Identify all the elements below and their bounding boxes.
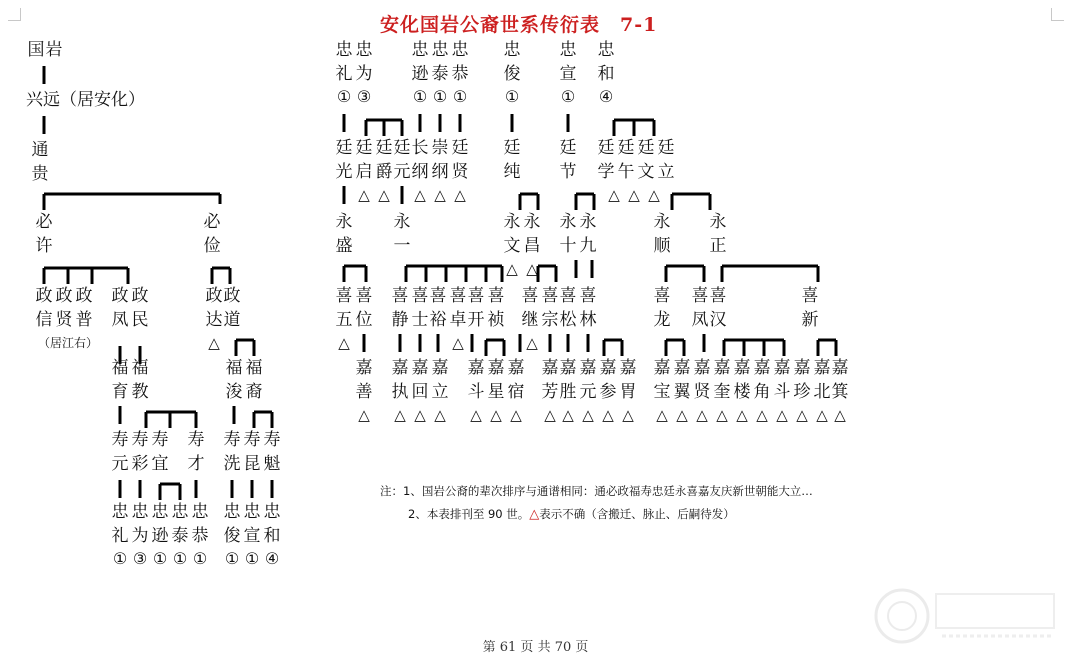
person-name-char: 裔 bbox=[245, 382, 263, 402]
person-name-char: 政 bbox=[223, 286, 241, 306]
person-name-char: 永 bbox=[393, 212, 411, 232]
generation-count-mark: ④ bbox=[598, 87, 614, 106]
person-name-char: 永 bbox=[335, 212, 353, 232]
person-name-char: 政 bbox=[131, 286, 149, 306]
person-name-char: 位 bbox=[355, 310, 373, 330]
person-name-char: 魁 bbox=[263, 454, 281, 474]
person-name-char: 忠 bbox=[131, 502, 149, 522]
person-name-char: 岩 bbox=[45, 40, 63, 60]
person-name-char: 政 bbox=[35, 286, 53, 306]
person-name-char: 礼 bbox=[335, 64, 353, 84]
uncertain-triangle-icon: △ bbox=[602, 406, 614, 424]
person-name-char: 喜 bbox=[411, 286, 429, 306]
person-name-char: 福 bbox=[131, 358, 149, 378]
uncertain-triangle-icon: △ bbox=[452, 334, 464, 352]
person-name-char: 十 bbox=[559, 236, 577, 256]
person-name-char: 永 bbox=[579, 212, 597, 232]
generation-count-mark: ① bbox=[224, 549, 240, 568]
person-name-char: 贤 bbox=[55, 310, 73, 330]
person-name-char: 纲 bbox=[431, 162, 449, 182]
person-name-char: 政 bbox=[111, 286, 129, 306]
person-name-char: 林 bbox=[579, 310, 597, 330]
person-name-char: 廷 bbox=[597, 138, 615, 158]
uncertain-triangle-icon: △ bbox=[434, 406, 446, 424]
person-name-char: 喜 bbox=[709, 286, 727, 306]
person-name-char: 喜 bbox=[355, 286, 373, 306]
uncertain-triangle-icon: △ bbox=[562, 406, 574, 424]
person-name-char: 善 bbox=[355, 382, 373, 402]
person-name-char: 喜 bbox=[559, 286, 577, 306]
person-name-char: 参 bbox=[599, 382, 617, 402]
uncertain-triangle-icon: △ bbox=[394, 406, 406, 424]
person-name-char: 喜 bbox=[541, 286, 559, 306]
person-name-char: 嘉 bbox=[831, 358, 849, 378]
note-line-1: 注：1、国岩公裔的辈次排序与通谱相同：通必政福寿忠廷永喜嘉友庆新世朝能大立… bbox=[380, 484, 813, 498]
person-name-char: 立 bbox=[657, 162, 675, 182]
watermark-seal-icon bbox=[872, 580, 1062, 650]
person-name-char: 廷 bbox=[393, 138, 411, 158]
person-name-char: 继 bbox=[521, 310, 539, 330]
generation-count-mark: ① bbox=[112, 549, 128, 568]
person-name-char: 学 bbox=[597, 162, 615, 182]
person-name-char: 忠 bbox=[411, 40, 429, 60]
person-name-char: 通 bbox=[31, 140, 49, 160]
person-name-char: 育 bbox=[111, 382, 129, 402]
person-name-char: 嘉 bbox=[773, 358, 791, 378]
person-name-char: 廷 bbox=[503, 138, 521, 158]
person-name-char: 达 bbox=[205, 310, 223, 330]
person-name-char: 信 bbox=[35, 310, 53, 330]
uncertain-triangle-icon: △ bbox=[338, 334, 350, 352]
uncertain-triangle-icon: △ bbox=[622, 406, 634, 424]
person-name-char: 嘉 bbox=[813, 358, 831, 378]
person-name-char: 午 bbox=[617, 162, 635, 182]
person-name-char: 廷 bbox=[451, 138, 469, 158]
page-title: 安化国岩公裔世系传衍表 7-1 bbox=[380, 14, 658, 36]
person-name-char: 永 bbox=[559, 212, 577, 232]
person-name-char: 廷 bbox=[355, 138, 373, 158]
person-name-char: 寿 bbox=[243, 430, 261, 450]
person-name-char: 元 bbox=[579, 382, 597, 402]
uncertain-triangle-icon: △ bbox=[526, 260, 538, 278]
person-name-char: 彩 bbox=[131, 454, 149, 474]
person-name-char: 崇 bbox=[431, 138, 449, 158]
person-name-char: 寿 bbox=[187, 430, 205, 450]
uncertain-triangle-icon: △ bbox=[716, 406, 728, 424]
person-name-char: 俊 bbox=[223, 526, 241, 546]
person-name-char: 才 bbox=[187, 454, 205, 474]
person-name-char: 文 bbox=[503, 236, 521, 256]
person-name-char: 永 bbox=[653, 212, 671, 232]
generation-count-mark: ③ bbox=[356, 87, 372, 106]
person-name-char: 福 bbox=[225, 358, 243, 378]
person-name-char: 宣 bbox=[243, 526, 261, 546]
person-name-char: 盛 bbox=[335, 236, 353, 256]
person-name-char: 斗 bbox=[773, 382, 791, 402]
person-name-char: 斗 bbox=[467, 382, 485, 402]
person-name-char: 泰 bbox=[171, 526, 189, 546]
person-name-char: 道 bbox=[223, 310, 241, 330]
person-name-char: 喜 bbox=[429, 286, 447, 306]
person-name-char: 嘉 bbox=[713, 358, 731, 378]
person-name-char: 宣 bbox=[559, 64, 577, 84]
person-name-char: 廷 bbox=[657, 138, 675, 158]
generation-count-mark: ① bbox=[432, 87, 448, 106]
person-name-char: 正 bbox=[709, 236, 727, 256]
person-name-char: 嘉 bbox=[693, 358, 711, 378]
person-name-char: 嘉 bbox=[793, 358, 811, 378]
person-name-char: 汉 bbox=[709, 310, 727, 330]
person-name-char: 忠 bbox=[355, 40, 373, 60]
person-name-char: 嘉 bbox=[487, 358, 505, 378]
uncertain-triangle-icon: △ bbox=[816, 406, 828, 424]
person-name-char: 忠 bbox=[223, 502, 241, 522]
person-name-char: 忠 bbox=[559, 40, 577, 60]
page-footer: 第 61 页 共 70 页 bbox=[482, 640, 589, 655]
person-name-char: 忠 bbox=[191, 502, 209, 522]
person-name-char: 宿 bbox=[507, 382, 525, 402]
person-name-char: 凤 bbox=[691, 310, 709, 330]
uncertain-triangle-icon: △ bbox=[608, 186, 620, 204]
person-name-char: 嘉 bbox=[411, 358, 429, 378]
person-name-char: 喜 bbox=[801, 286, 819, 306]
person-name-char: 必 bbox=[203, 212, 221, 232]
uncertain-triangle-icon: △ bbox=[208, 334, 220, 352]
person-name-char: 忠 bbox=[597, 40, 615, 60]
person-name-char: 五 bbox=[335, 310, 353, 330]
person-name-char: 寿 bbox=[223, 430, 241, 450]
person-name-char: 纲 bbox=[411, 162, 429, 182]
person-name-char: 忠 bbox=[431, 40, 449, 60]
note-juqu: （居江右） bbox=[38, 336, 99, 350]
person-name-char: 普 bbox=[75, 310, 93, 330]
person-name-char: 寿 bbox=[263, 430, 281, 450]
note-line-2-a: 2、本表排刊至 90 世。 bbox=[408, 507, 530, 521]
uncertain-triangle-icon: △ bbox=[414, 186, 426, 204]
person-name-char: 逊 bbox=[151, 526, 169, 546]
person-name-char: 喜 bbox=[335, 286, 353, 306]
person-name-char: 和 bbox=[263, 526, 281, 546]
uncertain-triangle-icon: △ bbox=[796, 406, 808, 424]
person-name-char: 嘉 bbox=[599, 358, 617, 378]
person-name-char: 永 bbox=[709, 212, 727, 232]
person-name-char: 贤 bbox=[451, 162, 469, 182]
person-name-char: 胜 bbox=[559, 382, 577, 402]
uncertain-triangle-icon: △ bbox=[529, 507, 540, 522]
person-name-char: 龙 bbox=[653, 310, 671, 330]
person-name-char: 芳 bbox=[541, 382, 559, 402]
person-name-char: 忠 bbox=[111, 502, 129, 522]
uncertain-triangle-icon: △ bbox=[756, 406, 768, 424]
person-name-char: 宝 bbox=[653, 382, 671, 402]
generation-count-mark: ① bbox=[560, 87, 576, 106]
person-name-char: 兴远（居安化） bbox=[26, 90, 145, 110]
person-name-char: 寿 bbox=[151, 430, 169, 450]
person-name-char: 九 bbox=[579, 236, 597, 256]
person-name-char: 星 bbox=[487, 382, 505, 402]
person-name-char: 贵 bbox=[31, 164, 49, 184]
person-name-char: 嘉 bbox=[467, 358, 485, 378]
person-name-char: 浚 bbox=[225, 382, 243, 402]
person-name-char: 卓 bbox=[449, 310, 467, 330]
person-name-char: 喜 bbox=[653, 286, 671, 306]
person-name-char: 嘉 bbox=[559, 358, 577, 378]
generation-count-mark: ① bbox=[192, 549, 208, 568]
person-name-char: 长 bbox=[411, 138, 429, 158]
person-name-char: 廷 bbox=[637, 138, 655, 158]
person-name-char: 珍 bbox=[793, 382, 811, 402]
person-name-char: 喜 bbox=[449, 286, 467, 306]
person-name-char: 为 bbox=[355, 64, 373, 84]
person-name-char: 楼 bbox=[733, 382, 751, 402]
generation-count-mark: ④ bbox=[264, 549, 280, 568]
person-name-char: 忠 bbox=[451, 40, 469, 60]
person-name-char: 政 bbox=[75, 286, 93, 306]
person-name-char: 新 bbox=[801, 310, 819, 330]
person-name-char: 嘉 bbox=[673, 358, 691, 378]
person-name-char: 喜 bbox=[487, 286, 505, 306]
person-name-char: 必 bbox=[35, 212, 53, 232]
uncertain-triangle-icon: △ bbox=[378, 186, 390, 204]
person-name-char: 箕 bbox=[831, 382, 849, 402]
uncertain-triangle-icon: △ bbox=[648, 186, 660, 204]
uncertain-triangle-icon: △ bbox=[526, 334, 538, 352]
uncertain-triangle-icon: △ bbox=[358, 406, 370, 424]
person-name-char: 廷 bbox=[335, 138, 353, 158]
person-name-char: 宗 bbox=[541, 310, 559, 330]
generation-count-mark: ① bbox=[412, 87, 428, 106]
generation-count-mark: ① bbox=[172, 549, 188, 568]
person-name-char: 俊 bbox=[503, 64, 521, 84]
uncertain-triangle-icon: △ bbox=[434, 186, 446, 204]
person-name-char: 贤 bbox=[693, 382, 711, 402]
person-name-char: 昌 bbox=[523, 236, 541, 256]
uncertain-triangle-icon: △ bbox=[454, 186, 466, 204]
uncertain-triangle-icon: △ bbox=[628, 186, 640, 204]
uncertain-triangle-icon: △ bbox=[696, 406, 708, 424]
person-name-char: 忠 bbox=[503, 40, 521, 60]
person-name-char: 裕 bbox=[429, 310, 447, 330]
person-name-char: 礼 bbox=[111, 526, 129, 546]
person-name-char: 泰 bbox=[431, 64, 449, 84]
note-line-2 bbox=[408, 505, 735, 524]
person-name-char: 嘉 bbox=[653, 358, 671, 378]
person-name-char: 忠 bbox=[335, 40, 353, 60]
generation-count-mark: ③ bbox=[132, 549, 148, 568]
generation-count-mark: ① bbox=[152, 549, 168, 568]
person-name-char: 昆 bbox=[243, 454, 261, 474]
generation-count-mark: ① bbox=[244, 549, 260, 568]
person-name-char: 翼 bbox=[673, 382, 691, 402]
person-name-char: 松 bbox=[559, 310, 577, 330]
person-name-char: 嘉 bbox=[391, 358, 409, 378]
person-name-char: 文 bbox=[637, 162, 655, 182]
person-name-char: 为 bbox=[131, 526, 149, 546]
person-name-char: 永 bbox=[503, 212, 521, 232]
person-name-char: 福 bbox=[245, 358, 263, 378]
person-name-char: 嘉 bbox=[541, 358, 559, 378]
generation-count-mark: ① bbox=[452, 87, 468, 106]
person-name-char: 嘉 bbox=[355, 358, 373, 378]
person-name-char: 嘉 bbox=[579, 358, 597, 378]
person-name-char: 喜 bbox=[391, 286, 409, 306]
person-name-char: 执 bbox=[391, 382, 409, 402]
person-name-char: 喜 bbox=[579, 286, 597, 306]
person-name-char: 寿 bbox=[131, 430, 149, 450]
person-name-char: 顺 bbox=[653, 236, 671, 256]
person-name-char: 祯 bbox=[487, 310, 505, 330]
person-name-char: 爵 bbox=[375, 162, 393, 182]
person-name-char: 寿 bbox=[111, 430, 129, 450]
person-name-char: 忠 bbox=[263, 502, 281, 522]
person-name-char: 政 bbox=[55, 286, 73, 306]
person-name-char: 立 bbox=[431, 382, 449, 402]
person-name-char: 启 bbox=[355, 162, 373, 182]
person-name-char: 廷 bbox=[559, 138, 577, 158]
uncertain-triangle-icon: △ bbox=[506, 260, 518, 278]
person-name-char: 纯 bbox=[503, 162, 521, 182]
person-name-char: 光 bbox=[335, 162, 353, 182]
person-name-char: 节 bbox=[559, 162, 577, 182]
person-name-char: 北 bbox=[813, 382, 831, 402]
person-name-char: 角 bbox=[753, 382, 771, 402]
person-name-char: 开 bbox=[467, 310, 485, 330]
person-name-char: 忠 bbox=[171, 502, 189, 522]
person-name-char: 国 bbox=[27, 40, 45, 60]
generation-count-mark: ① bbox=[504, 87, 520, 106]
uncertain-triangle-icon: △ bbox=[414, 406, 426, 424]
uncertain-triangle-icon: △ bbox=[358, 186, 370, 204]
person-name-char: 元 bbox=[111, 454, 129, 474]
person-name-char: 民 bbox=[131, 310, 149, 330]
person-name-char: 士 bbox=[411, 310, 429, 330]
person-name-char: 喜 bbox=[691, 286, 709, 306]
uncertain-triangle-icon: △ bbox=[490, 406, 502, 424]
uncertain-triangle-icon: △ bbox=[470, 406, 482, 424]
person-name-char: 嘉 bbox=[431, 358, 449, 378]
person-name-char: 宜 bbox=[151, 454, 169, 474]
person-name-char: 忠 bbox=[243, 502, 261, 522]
person-name-char: 福 bbox=[111, 358, 129, 378]
person-name-char: 喜 bbox=[521, 286, 539, 306]
person-name-char: 洗 bbox=[223, 454, 241, 474]
uncertain-triangle-icon: △ bbox=[510, 406, 522, 424]
person-name-char: 元 bbox=[393, 162, 411, 182]
person-name-char: 静 bbox=[391, 310, 409, 330]
uncertain-triangle-icon: △ bbox=[544, 406, 556, 424]
person-name-char: 廷 bbox=[375, 138, 393, 158]
person-name-char: 胃 bbox=[619, 382, 637, 402]
person-name-char: 奎 bbox=[713, 382, 731, 402]
person-name-char: 教 bbox=[131, 382, 149, 402]
uncertain-triangle-icon: △ bbox=[736, 406, 748, 424]
person-name-char: 嘉 bbox=[753, 358, 771, 378]
uncertain-triangle-icon: △ bbox=[776, 406, 788, 424]
person-name-char: 许 bbox=[35, 236, 53, 256]
person-name-char: 凤 bbox=[111, 310, 129, 330]
person-name-char: 永 bbox=[523, 212, 541, 232]
person-name-char: 忠 bbox=[151, 502, 169, 522]
person-name-char: 一 bbox=[393, 236, 411, 256]
person-name-char: 嘉 bbox=[619, 358, 637, 378]
person-name-char: 回 bbox=[411, 382, 429, 402]
person-name-char: 恭 bbox=[191, 526, 209, 546]
note-line-2-b: 表示不确（含搬迁、脉止、后嗣待发） bbox=[539, 507, 735, 521]
person-name-char: 政 bbox=[205, 286, 223, 306]
person-name-char: 嘉 bbox=[733, 358, 751, 378]
person-name-char: 嘉 bbox=[507, 358, 525, 378]
uncertain-triangle-icon: △ bbox=[656, 406, 668, 424]
person-name-char: 和 bbox=[597, 64, 615, 84]
person-name-char: 恭 bbox=[451, 64, 469, 84]
uncertain-triangle-icon: △ bbox=[676, 406, 688, 424]
generation-count-mark: ① bbox=[336, 87, 352, 106]
uncertain-triangle-icon: △ bbox=[834, 406, 846, 424]
person-name-char: 逊 bbox=[411, 64, 429, 84]
uncertain-triangle-icon: △ bbox=[582, 406, 594, 424]
person-name-char: 喜 bbox=[467, 286, 485, 306]
person-name-char: 俭 bbox=[203, 236, 221, 256]
person-name-char: 廷 bbox=[617, 138, 635, 158]
